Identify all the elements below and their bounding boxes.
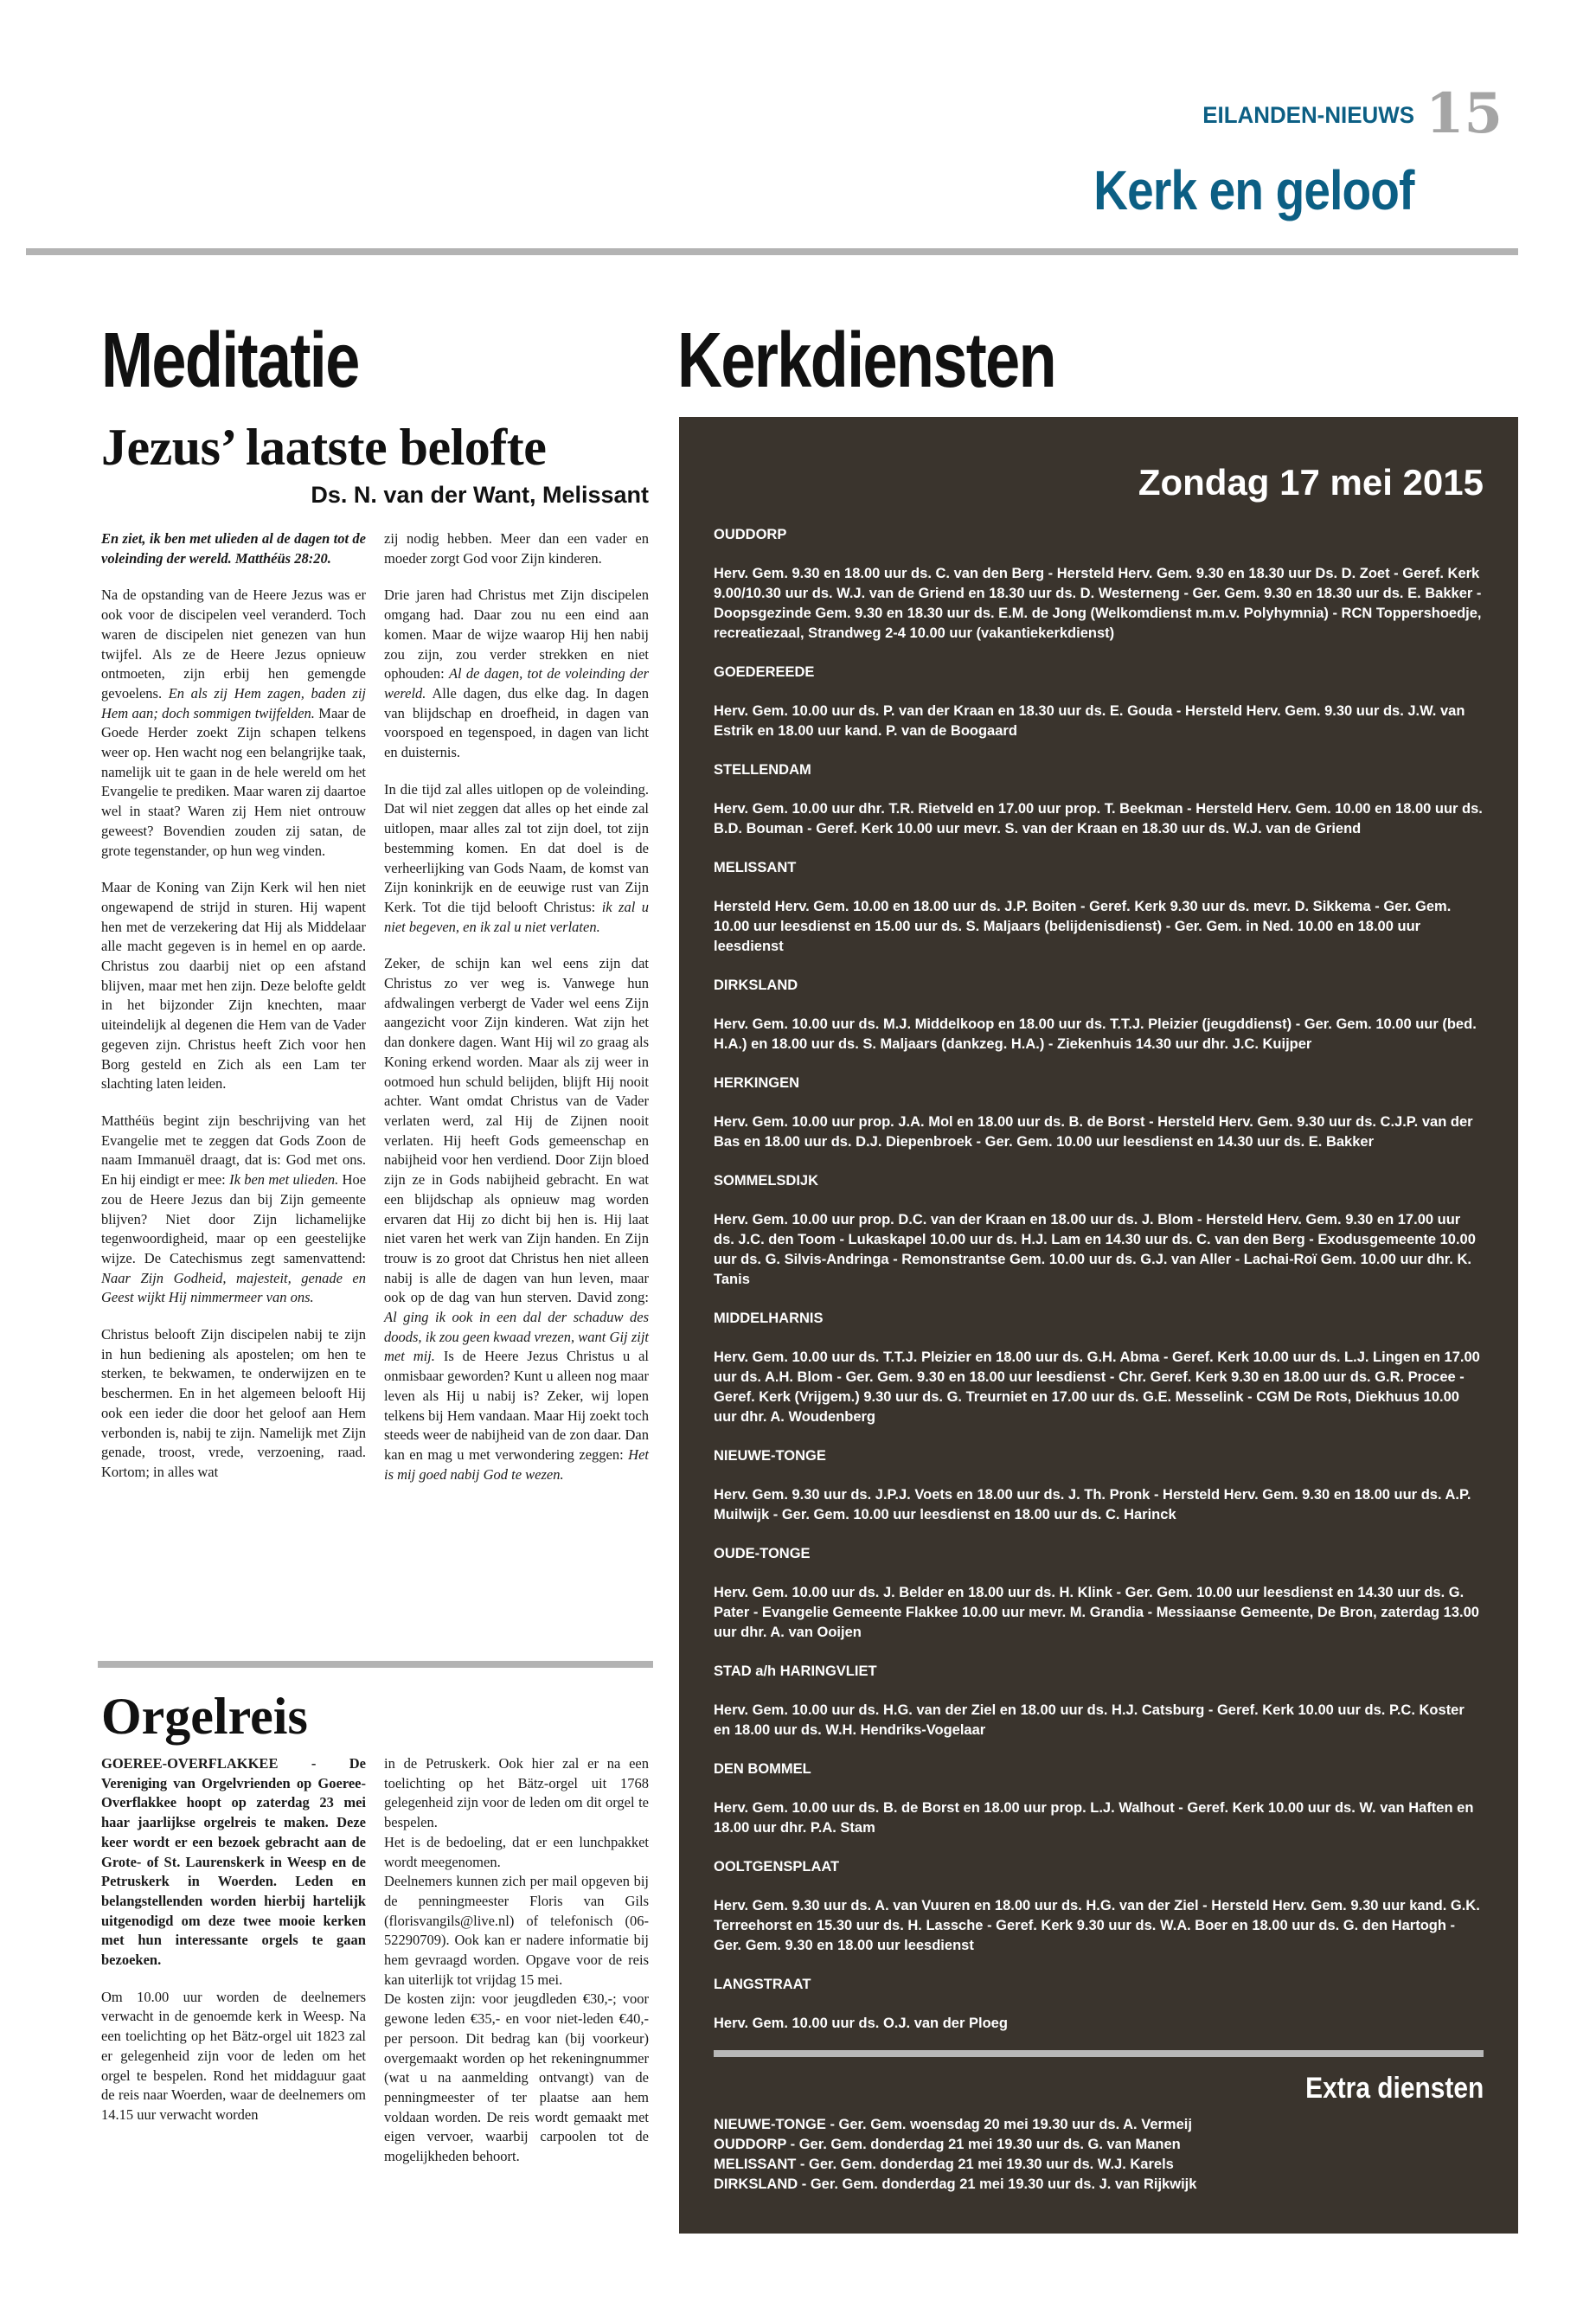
service-place: OOLTGENSPLAAT	[714, 1859, 840, 1875]
header-divider	[26, 248, 1518, 255]
service-text: Herv. Gem. 10.00 uur ds. T.T.J. Pleizier en 18.00 uur ds. G.H. Abma - Geref. Kerk 10.00 uur ds. L.J. Lingen en 17.00 uur ds. A.H. Blom - Ger. Gem. 9.30 en 18.00 uur leesdienst - Chr. Geref. Kerk 9.30 en 18.00 uur ds. G.R. Procee - Geref. Kerk (Vrijgem.) 9.30 uur ds. G. Treurniet en 17.00 uur ds. G.E. Messelink - CGM De Rots, Diekhuus 10.00 uur dhr. A. Woudenberg	[714, 1349, 1480, 1425]
extra-divider	[714, 2050, 1484, 2057]
service-text: Herv. Gem. 10.00 uur ds. J. Belder en 18.00 uur ds. H. Klink - Ger. Gem. 10.00 uur leesdienst en 14.30 uur ds. G. Pater - Evangelie Gemeente Flakkee 10.00 uur mevr. M. Grandia - Messiaanse Gemeente, De Bron, zaterdag 13.00 uur dhr. A. van Ooijen	[714, 1585, 1479, 1640]
paragraph: Zeker, de schijn kan wel eens zijn dat Christus zo ver weg is. Vanwege hun afdwalingen verbergt de Vader wel eens Zijn aangezicht voor Zijn kinderen. Wat zijn het dan donkere dagen. Want Hij wil zo graag als Koning erkend worden. Maar als zij weer in ootmoed hun schuld belijden, blijft Hij nooit achter. Want omdat Christus van de Vader verlaten werd, zal Hij de Zijnen nooit verlaten. Hij heeft Gods gemeenschap en nabijheid voor hen verdiend. Door Zijn bloed zijn ze in Gods nabijheid gebracht. En wat een blijdschap als opnieuw mag worden ervaren dat Hij zo dicht bij hen is. Hij laat niet varen het werk van Zijn handen. En Zijn trouw is zo groot dat Christus hen niet alleen nabij is alle de dagen van hun leven, maar ook op de dag van hun sterven. David zong: Al ging ik ook in een dal der schaduw des doods, ik zou geen kwaad vrezen, want Gij zijt met mij. Is de Heere Jezus Christus u al onmisbaar geworden? Kunt u alleen nog maar leven als Hij u nabij is? Zeker, wij lopen telkens bij Hem vandaan. Maar Hij zoekt toch steeds weer de nabijheid van de zon daar. Dan kan en mag u met verwondering zeggen: Het is mij goed nabij God te wezen.	[384, 955, 650, 1483]
extra-diensten-title: Extra diensten	[1304, 2072, 1484, 2105]
service-text: Herv. Gem. 10.00 uur prop. D.C. van der Kraan en 18.00 uur ds. J. Blom - Hersteld Herv. Gem. 9.30 en 17.00 uur ds. J.C. den Toom - Lukaskapel 10.00 uur ds. H.J. Lam en 14.30 uur ds. C. van den Berg - Exodusgemeente 10.00 uur ds. G. Silvis-Andringa - Remonstrantse Gem. 10.00 uur ds. G.J. van Aller - Lachai-Roï Gem. 10.00 uur dhr. K. Tanis	[714, 1212, 1476, 1287]
orgelreis-lead: GOEREE-OVERFLAKKEE - De Vereniging van Orgelvrienden op Goeree-Overflakkee hoopt op zaterdag 23 mei haar jaarlijkse orgelreis te maken. Deze keer wordt er een bezoek gebracht aan de Grote- of St. Laurenskerk in Weesp en de Petruskerk in Woerden. Leden en belangstellenden worden hierbij hartelijk uitgenodigd om deze twee mooie kerken met hun interessante orgels te gaan bezoeken.	[101, 1755, 366, 1969]
orgelreis-title: Orgelreis	[101, 1688, 308, 1745]
paragraph: Het is de bedoeling, dat er een lunchpakket wordt meegenomen.	[384, 1833, 649, 1870]
service-text: Herv. Gem. 10.00 uur prop. J.A. Mol en 18.00 uur ds. B. de Borst - Hersteld Herv. Gem. 9.30 uur ds. C.J.P. van der Bas en 18.00 uur ds. D.J. Diepenbroek - Ger. Gem. 10.00 uur leesdienst en 14.30 uur ds. E. Bakker	[714, 1114, 1473, 1150]
paragraph: In die tijd zal alles uitlopen op de voleinding. Dat wil niet zeggen dat alles op het einde zal uitlopen, maar alles zal tot zijn doel, tot zijn bestemming komen. En dat doel is de verheerlijking van Gods Naam, de komst van Zijn koninkrijk en de eeuwige rust van Zijn Kerk. Tot die tijd belooft Christus: ik zal u niet begeven, en ik zal u niet verlaten.	[384, 780, 649, 935]
service-text: Hersteld Herv. Gem. 10.00 en 18.00 uur ds. J.P. Boiten - Geref. Kerk 9.30 uur ds. mevr. D. Sikkema - Ger. Gem. 10.00 uur leesdienst en 15.00 uur ds. S. Maljaars (belijdenisdienst) - Ger. Gem. in Ned. 10.00 en 18.00 uur leesdienst	[714, 899, 1452, 954]
service-text: Herv. Gem. 10.00 uur dhr. T.R. Rietveld en 17.00 uur prop. T. Beekman - Hersteld Herv. Gem. 10.00 en 18.00 uur ds. B.D. Bouman - Geref. Kerk 10.00 uur mevr. S. van der Kraan en 18.30 uur ds. W.J. van de Griend	[714, 801, 1483, 836]
service-text: Herv. Gem. 10.00 uur ds. P. van der Kraan en 18.30 uur ds. E. Gouda - Hersteld Herv. Gem. 9.30 uur ds. J.W. van Estrik en 18.00 uur kand. P. van de Boogaard	[714, 703, 1465, 739]
paragraph: Matthéüs begint zijn beschrijving van het Evangelie met te zeggen dat Gods Zoon de naam Immanuël draagt, dat is: God met ons. En hij eindigt er mee: Ik ben met ulieden. Hoe zou de Heere Jezus dan bij Zijn gemeente blijven? Niet door Zijn lichamelijke tegenwoordigheid, maar op een geestelijke wijze. De Catechismus zegt samenvattend: Naar Zijn Godheid, majesteit, genade en Geest wijkt Hij nimmermeer van ons.	[101, 1112, 367, 1306]
service-place: GOEDEREEDE	[714, 664, 815, 680]
service-text: Herv. Gem. 9.30 uur ds. J.P.J. Voets en 18.00 uur ds. J. Th. Pronk - Hersteld Herv. Gem. 9.30 en 18.00 uur ds. A.P. Muilwijk - Ger. Gem. 10.00 uur leesdienst en 18.00 uur ds. C. Harinck	[714, 1487, 1471, 1522]
meditatie-heading: Meditatie	[101, 317, 359, 404]
service-place: MELISSANT	[714, 860, 797, 875]
paragraph: Drie jaren had Christus met Zijn discipelen omgang had. Daar zou nu een eind aan komen. Maar de wijze waarop Hij hen nabij zou zijn, zou verder strekken en niet ophouden: Al de dagen, tot de voleinding der wereld. Alle dagen, dus elke dag. In dagen van blijdschap en droefheid, in dagen van voorspoed en tegenspoed, in dagen van licht en duisternis.	[384, 586, 650, 761]
extra-dienst-item: DIRKSLAND - Ger. Gem. donderdag 21 mei 19.30 uur ds. J. van Rijkwijk	[714, 2176, 1197, 2192]
service-place: STELLENDAM	[714, 762, 811, 778]
orgelreis-column-1	[101, 1754, 366, 2143]
extra-dienst-item: NIEUWE-TONGE - Ger. Gem. woensdag 20 mei 19.30 uur ds. A. Vermeij	[714, 2117, 1192, 2132]
paragraph: Maar de Koning van Zijn Kerk wil hen niet ongewapend de strijd in sturen. Hij wapent hen met de verzekering dat Hij als Middelaar alle macht gegeven is in hemel en op aarde. Christus zou daarbij niet op een afstand blijven, maar met hen zijn. Deze belofte geldt in het bijzonder Zijn knechten, maar uiteindelijk al degenen die Hem van de Vader gegeven zijn. Christus heeft Zich voor hen Borg gesteld en Zich als een Lam ter slachting laten leiden.	[101, 879, 366, 1093]
extra-diensten-list	[714, 2115, 1484, 2195]
service-text: Herv. Gem. 10.00 uur ds. B. de Borst en 18.00 uur prop. L.J. Walhout - Geref. Kerk 10.00 uur ds. W. van Haften en 18.00 uur dhr. P.A. Stam	[714, 1800, 1474, 1836]
service-place: OUDDORP	[714, 527, 787, 542]
service-place: NIEUWE-TONGE	[714, 1448, 826, 1464]
kerkdiensten-panel	[679, 417, 1518, 2234]
kerkdiensten-heading: Kerkdiensten	[677, 317, 1055, 404]
paragraph: zij nodig hebben. Meer dan een vader en moeder zorgt God voor Zijn kinderen.	[384, 530, 649, 567]
page-number: 15	[1425, 81, 1503, 146]
service-date: Zondag 17 mei 2015	[1138, 462, 1484, 503]
paragraph: Christus belooft Zijn discipelen nabij te zijn in hun bediening als apostelen; om hen te sterken, te bekwamen, te onderwijzen en te beschermen. En in het algemeen belooft Hij ook een ieder die door het geloof aan Hem verbonden is, nabij te zijn. Namelijk met Zijn genade, troost, vrede, verzoening, raad. Kortom; in alles wat	[101, 1326, 366, 1480]
paragraph: Om 10.00 uur worden de deelnemers verwacht in de genoemde kerk in Weesp. Na een toelichting op het Bätz-orgel uit 1823 zal er gelegenheid zijn voor de leden om het orgel te bespelen. Rond het middaguur gaat de reis naar Woerden, waar de deelnemers om 14.15 uur verwacht worden	[101, 1988, 366, 2123]
service-place: DEN BOMMEL	[714, 1761, 811, 1777]
service-place: MIDDELHARNIS	[714, 1311, 824, 1326]
meditatie-author: Ds. N. van der Want, Melissant	[311, 482, 649, 508]
paragraph: De kosten zijn: voor jeugdleden €30,-; voor gewone leden €35,- en voor niet-leden €40,- per persoon. Dit bedrag kan (bij voorkeur) overgemaakt worden op het rekeningnummer (wat u na aanmelding ontvangt) van de penningmeester of ter plaatse aan hem voldaan worden. De reis wordt gemaakt met eigen vervoer, waarbij carpoolen tot de mogelijkheden behoort.	[384, 1990, 649, 2165]
extra-dienst-item: OUDDORP - Ger. Gem. donderdag 21 mei 19.30 uur ds. G. van Manen	[714, 2137, 1181, 2152]
service-text: Herv. Gem. 10.00 uur ds. M.J. Middelkoop en 18.00 uur ds. T.T.J. Pleizier (jeugddienst) - Ger. Gem. 10.00 uur (bed. H.A.) en 18.00 uur ds. S. Maljaars (dankzeg. H.A.) - Ziekenhuis 14.30 uur dhr. J.C. Kuijper	[714, 1016, 1477, 1052]
service-text: Herv. Gem. 9.30 uur ds. A. van Vuuren en 18.00 uur ds. H.G. van der Ziel - Hersteld Herv. Gem. 9.30 uur kand. G.K. Terreehorst en 15.30 uur ds. H. Lassche - Geref. Kerk 9.30 uur ds. W.A. Boer en 18.00 uur ds. G. den Hartogh - Ger. Gem. 9.30 en 18.00 uur leesdienst	[714, 1898, 1480, 1953]
service-text: Herv. Gem. 9.30 en 18.00 uur ds. C. van den Berg - Hersteld Herv. Gem. 9.30 en 18.30 uur Ds. D. Zoet - Geref. Kerk 9.00/10.30 uur ds. W.J. van de Griend en 18.30 uur ds. D. Westerneng - Ger. Gem. 9.30 en 18.30 uur ds. E. Bakker - Doopsgezinde Gem. 9.30 en 18.30 uur ds. E.M. de Jong (Welkomdienst m.m.v. Polyhymnia) - RCN Toppershoedje, recreatiezaal, Strandweg 2-4 10.00 uur (vakantiekerkdienst)	[714, 566, 1482, 641]
service-place: OUDE-TONGE	[714, 1546, 811, 1561]
service-place: DIRKSLAND	[714, 977, 798, 993]
section-title: Kerk en geloof	[1093, 159, 1414, 221]
extra-dienst-item: MELISSANT - Ger. Gem. donderdag 21 mei 19.30 uur ds. W.J. Karels	[714, 2157, 1174, 2172]
meditatie-title: Jezus’ laatste belofte	[101, 419, 547, 476]
newspaper-logo: EILANDEN-NIEUWS	[1202, 102, 1414, 128]
service-place: SOMMELSDIJK	[714, 1173, 819, 1189]
service-place: STAD a/h HARINGVLIET	[714, 1663, 877, 1679]
service-place: HERKINGEN	[714, 1075, 800, 1091]
orgelreis-column-2	[384, 1754, 649, 2167]
lead-quote: En ziet, ik ben met ulieden al de dagen tot de voleinding der wereld. Matthéüs 28:20.	[101, 530, 366, 567]
meditatie-column-1	[101, 529, 366, 1500]
orgelreis-divider	[98, 1661, 653, 1668]
service-text: Herv. Gem. 10.00 uur ds. O.J. van der Ploeg	[714, 2016, 1008, 2031]
meditatie-column-2	[384, 529, 649, 1502]
paragraph: Deelnemers kunnen zich per mail opgeven bij de penningmeester Floris van Gils (florisvangils@live.nl) of telefonisch (06-52290709). Ook kan er nadere informatie bij hem gevraagd worden. Opgave voor de reis kan uiterlijk tot vrijdag 15 mei.	[384, 1873, 649, 1988]
paragraph: Na de opstanding van de Heere Jezus was er ook voor de discipelen veel veranderd. Toch waren de discipelen niet genezen van hun twijfel. Als ze de Heere Jezus opnieuw ontmoeten, zijn erbij hen gemengde gevoelens. En als zij Hem zagen, baden zij Hem aan; doch sommigen twijfelden. Maar de Goede Herder zoekt Zijn schapen telkens weer op. Hen wacht nog een belangrijke taak, namelijk uit te gaan in de hele wereld om het Evangelie te prediken. Maar waren zij daartoe wel in staat? Waren zij Hem niet ontrouw geweest? Bovendien zouden zij satan, de grote tegenstander, op hun weg vinden.	[101, 586, 367, 859]
service-text: Herv. Gem. 10.00 uur ds. H.G. van der Ziel en 18.00 uur ds. H.J. Catsburg - Geref. Kerk 10.00 uur ds. P.C. Koster en 18.00 uur ds. W.H. Hendriks-Vogelaar	[714, 1702, 1465, 1738]
service-place: LANGSTRAAT	[714, 1977, 811, 1992]
service-list	[714, 525, 1484, 2053]
paragraph: in de Petruskerk. Ook hier zal er na een toelichting op het Bätz-orgel uit 1768 gelegenheid zijn voor de leden om dit orgel te bespelen.	[384, 1755, 649, 1831]
